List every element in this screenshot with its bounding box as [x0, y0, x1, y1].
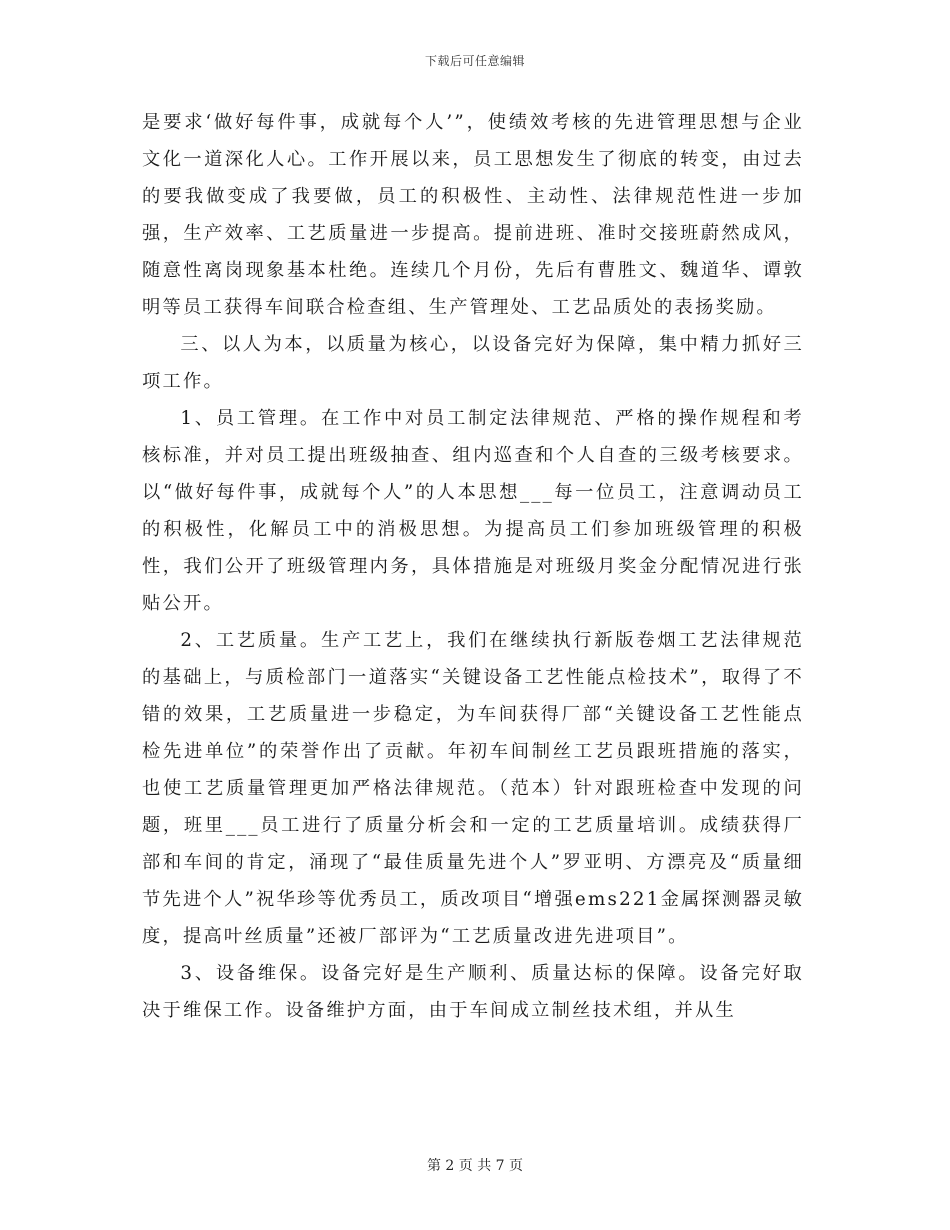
page-header-note: 下载后可任意编辑: [424, 54, 525, 68]
paragraph-section-three-heading: 三、以人为本，以质量为核心，以设备完好为保障，集中精力抓好三项工作。: [142, 334, 804, 392]
paragraph-performance-results: 是要求‘做好每件事，成就每个人’”，使绩效考核的先进管理思想与企业文化一道深化人心。工作开展以来，员工思想发生了彻底的转变，由过去的要我做变成了我要做，员工的积极性、主动性、法律规范性进一步加强，生产效率、工艺质量进一步提高。提前进班、准时交接班蔚然成风，随意性离岗现象基本杜绝。连续几个月份，先后有曹胜文、魏道华、谭敦明等员工获得车间联合检查组、生产管理处、工艺品质处的表扬奖励。: [142, 112, 804, 318]
paragraph-process-quality: 2、工艺质量。生产工艺上，我们在继续执行新版卷烟工艺法律规范的基础上，与质检部门一道落实“关键设备工艺性能点检技术”，取得了不错的效果，工艺质量进一步稳定，为车间获得厂部“关键设备工艺性能点检先进单位”的荣誉作出了贡献。年初车间制丝工艺员跟班措施的落实，也使工艺质量管理更加严格法律规范。（范本）针对跟班检查中发现的问题，班里___员工进行了质量分析会和一定的工艺质量培训。成绩获得厂部和车间的肯定，涌现了“最佳质量先进个人”罗亚明、方漂亮及“质量细节先进个人”祝华珍等优秀员工，质改项目“增强ems221金属探测器灵敏度，提高叶丝质量”还被厂部评为“工艺质量改进先进项目”。: [142, 630, 804, 947]
paragraph-staff-management: 1、员工管理。在工作中对员工制定法律规范、严格的操作规程和考核标准，并对员工提出班级抽查、组内巡查和个人自查的三级考核要求。以“做好每件事，成就每个人”的人本思想___每一位员工，注意调动员工的积极性，化解员工中的消极思想。为提高员工们参加班级管理的积极性，我们公开了班级管理内务，具体措施是对班级月奖金分配情况进行张贴公开。: [142, 408, 804, 614]
page-number: 第 2 页 共 7 页: [426, 1158, 524, 1174]
document-body: [142, 104, 804, 1029]
paragraph-equipment-maintenance: 3、设备维保。设备完好是生产顺利、质量达标的保障。设备完好取决于维保工作。设备维护方面，由于车间成立制丝技术组，并从生: [142, 963, 804, 1021]
